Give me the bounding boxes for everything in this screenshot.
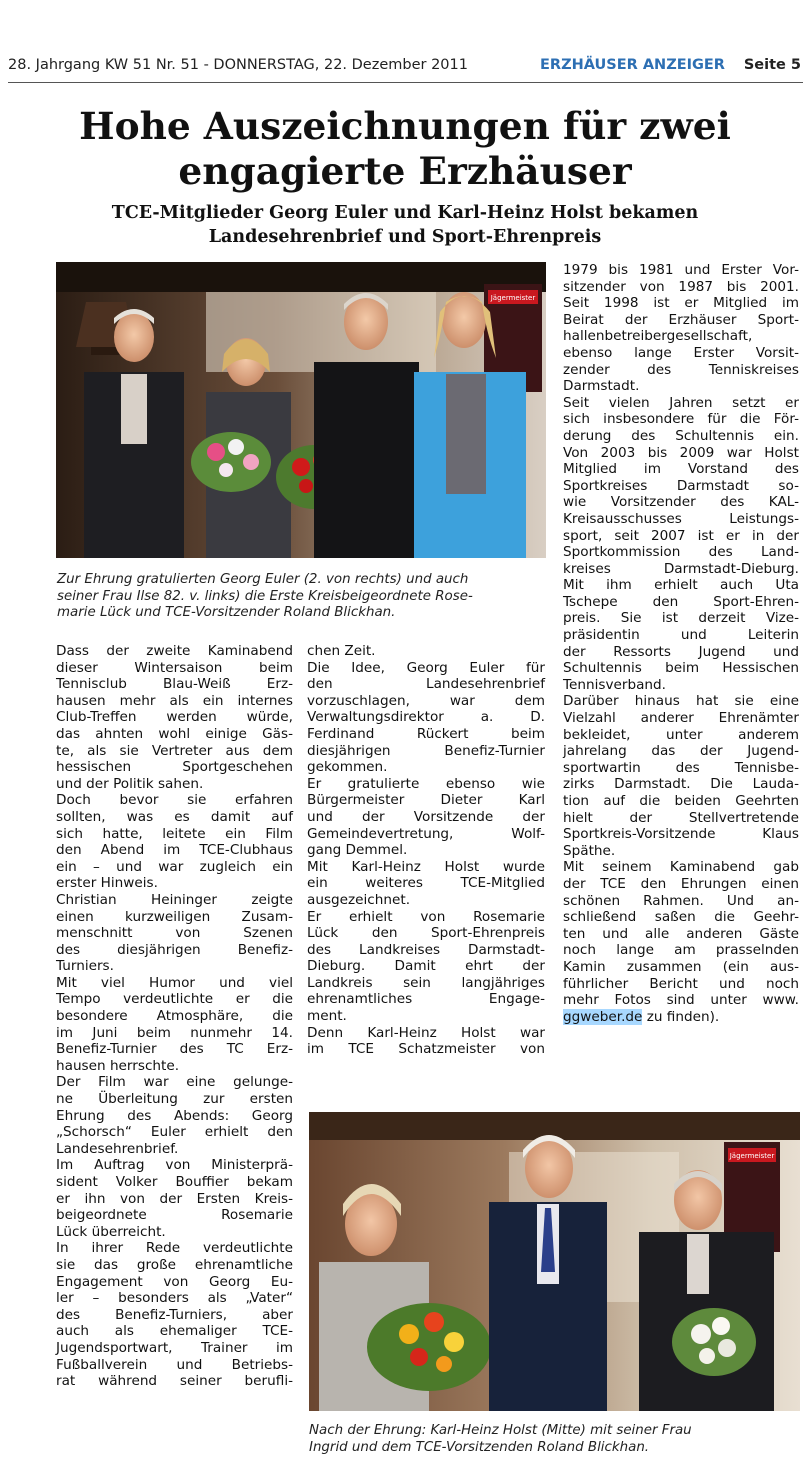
text-line: Beirat der Erzhäuser Sport- [563,311,799,328]
photo-holst-group-caption [309,1423,801,1456]
text-line: hessischen Sportgeschehen [56,759,293,776]
headline [40,104,770,194]
text-line: Turniers. [56,958,114,975]
text-line: Mit viel Humor und viel [56,974,293,991]
article-column-2 [307,643,545,1058]
text-line: sportwartin des Tennisbe- [563,759,799,776]
text-line: jahrelang das der Jugend- [563,743,799,760]
article-column-1 [56,643,293,1390]
text-line: Er gratulierte ebenso wie [307,775,545,792]
text-line: Dieburg. Damit ehrt der [307,958,545,975]
text-line: führlicher Bericht und noch [563,975,799,992]
text-line: er ihn von der Ersten Kreis- [56,1190,293,1207]
text-line: schönen Rahmen. Und an- [563,892,799,909]
caption-line: Zur Ehrung gratulierten Georg Euler (2. von rechts) und auch [57,572,469,587]
text-line: im Juni beim nunmehr 14. [56,1024,293,1041]
text-line: sollten, was es damit auf [56,808,293,825]
headline-line-1: Hohe Auszeichnungen für zwei [79,104,731,148]
photo-award-group-image [56,262,546,558]
text-line: Engagement von Georg Eu- [56,1273,293,1290]
text-line: Von 2003 bis 2009 war Holst [563,444,799,461]
text-line: auch als ehemaliger TCE- [56,1323,293,1340]
text-line: gang Demmel. [307,842,408,859]
text-line: Denn Karl-Heinz Holst war [307,1024,545,1041]
text-line: chen Zeit. [307,643,376,659]
caption-line: Ingrid und dem TCE-Vorsitzenden Roland Blickhan. [309,1439,650,1455]
caption-line: seiner Frau Ilse 82. v. links) die Erste Kreisbeigeordnete Rose- [57,588,473,604]
text-line: preis. Sie ist derzeit Vize- [563,610,799,627]
text-line: mehr Fotos sind unter www. [563,992,799,1009]
page-header [8,56,803,80]
text-line: Ferdinand Rückert beim [307,725,545,742]
text-line: den Abend im TCE-Clubhaus [56,842,293,859]
subhead-line-1: TCE-Mitglieder Georg Euler und Karl-Heinz Holst bekamen [111,203,699,223]
text-line: Tennisverband. [563,676,666,693]
text-line: bekleidet, unter anderem [563,726,799,743]
text-line: und der Politik sahen. [56,775,204,792]
text-line: Gemeindevertretung, Wolf- [307,825,545,842]
article-column-3 [563,262,799,1025]
text-line: den Landesehrenbrief [307,676,545,693]
text-line: Mit seinem Kaminabend gab [563,859,799,876]
text-line: zirks Darmstadt. Die Lauda- [563,776,799,793]
text-line: beigeordnete Rosemarie [56,1207,293,1224]
text-line: Doch bevor sie erfahren [56,792,293,809]
text-line: noch lange am prasselnden [563,942,799,959]
text-line: des Landkreises Darmstadt- [307,941,545,958]
issue-line: 28. Jahrgang KW 51 Nr. 51 - DONNERSTAG, 22. Dezember 2011 [8,57,468,73]
text-line: ein – und war zugleich ein [56,858,293,875]
text-line: menschnitt von Szenen [56,925,293,942]
text-line: ehrenamtliches Engage- [307,991,545,1008]
text-line: hausen herrschte. [56,1057,180,1074]
text-line: Mitglied im Vorstand des [563,461,799,478]
text-line: Die Idee, Georg Euler für [307,659,545,676]
text-line: Seit vielen Jahren setzt er [563,394,799,411]
text-line: wie Vorsitzender des KAL- [563,494,799,511]
text-line: Tschepe den Sport-Ehren- [563,593,799,610]
text-line: Späthe. [563,842,616,859]
text-line: Sportkommission des Land- [563,544,799,561]
text-line: Der Film war eine gelunge- [56,1074,293,1091]
text-line: das ahnten wohl einige Gäs- [56,725,293,742]
page-number: Seite 5 [743,57,801,73]
text-line: Mit ihm erhielt auch Uta [563,577,799,594]
text-line: Lück überreicht. [56,1223,166,1240]
text-line: ausgezeichnet. [307,891,411,908]
text-line: Dass der zweite Kaminabend [56,643,293,659]
photo-award-group-caption [57,572,545,622]
text-line: und der Vorsitzende der [307,808,545,825]
text-line: Kreisausschusses Leistungs- [563,510,799,527]
photo-holst-group [309,1112,800,1411]
text-line: Benefiz-Turnier des TC Erz- [56,1041,293,1058]
subhead-line-2: Landesehrenbrief und Sport-Ehrenpreis [208,227,602,247]
text-line: Landkreis sein langjähriges [307,974,545,991]
text-line-with-link [563,1009,799,1026]
text-line: schließend saßen die Geehr- [563,909,799,926]
headline-line-2: engagierte Erzhäuser [178,149,632,193]
text-line: derung des Schultennis ein. [563,427,799,444]
text-line: Fußballverein und Betriebs- [56,1356,293,1373]
text-line: Tennisclub Blau-Weiß Erz- [56,676,293,693]
text-line: des Benefiz-Turniers, aber [56,1306,293,1323]
text-line: vorzuschlagen, war dem [307,692,545,709]
text-line: des diesjährigen Benefiz- [56,941,293,958]
text-line: ein weiteres TCE-Mitglied [307,875,545,892]
text-line: gekommen. [307,759,388,776]
text-line: Verwaltungsdirektor a. D. [307,709,545,726]
caption-line: marie Lück und TCE-Vorsitzender Roland Blickhan. [57,605,396,621]
text-line: dieser Wintersaison beim [56,659,293,676]
text-line: Club-Treffen werden würde, [56,709,293,726]
text-line: Vielzahl anderer Ehrenämter [563,710,799,727]
text-line: Ehrung des Abends: Georg [56,1107,293,1124]
subheadline [40,201,770,249]
text-line: präsidentin und Leiterin [563,627,799,644]
text-line: Lück den Sport-Ehrenpreis [307,925,545,942]
text-line: erster Hinweis. [56,875,158,892]
text-line: In ihrer Rede verdeutlichte [56,1240,293,1257]
text-line: ne Überleitung zur ersten [56,1091,293,1108]
text-line: Darmstadt. [563,378,640,395]
text-line: der Ressorts Jugend und [563,643,799,660]
text-line: diesjährigen Benefiz-Turnier [307,742,545,759]
text-line: Seit 1998 ist er Mitglied im [563,295,799,312]
text-line: Landesehrenbrief. [56,1140,179,1157]
text-line: sich hatte, leitete ein Film [56,825,293,842]
text-line: Christian Heininger zeigte [56,891,293,908]
text-line: einen kurzweiligen Zusam- [56,908,293,925]
text-line: Im Auftrag von Ministerprä- [56,1157,293,1174]
text-line: Er erhielt von Rosemarie [307,908,545,925]
text-line: Mit Karl-Heinz Holst wurde [307,858,545,875]
text-line: zender des Tenniskreises [563,361,799,378]
text-line: Schultennis beim Hessischen [563,660,799,677]
text-line: ebenso lange Erster Vorsit- [563,344,799,361]
text-line: hausen mehr als ein internes [56,692,293,709]
caption-line: Nach der Ehrung: Karl-Heinz Holst (Mitte) mit seiner Frau [309,1423,692,1438]
text-line: 1979 bis 1981 und Erster Vor- [563,262,799,278]
text-line: hallenbetreibergesellschaft, [563,328,753,345]
sign-text: Jägermeister [490,294,536,302]
text-line: Sportkreises Darmstadt so- [563,477,799,494]
text-fragment: zu finden). [642,1008,720,1025]
photo-holst-group-image [309,1112,800,1411]
text-line: ten und alle anderen Gäste [563,925,799,942]
text-line: Kamin zusammen (ein aus- [563,958,799,975]
text-line: ment. [307,1008,347,1025]
website-link[interactable]: ggweber.de [563,1008,643,1025]
text-line: sport, seit 2007 ist er in der [563,527,799,544]
text-line: besondere Atmosphäre, die [56,1008,293,1025]
text-line: rat während seiner berufli- [56,1373,293,1390]
text-line: sich insbesondere für die För- [563,411,799,428]
text-line: sitzender von 1987 bis 2001. [563,278,799,295]
text-line: im TCE Schatzmeister von [307,1041,545,1058]
text-line: tion auf die beiden Geehrten [563,793,799,809]
photo-award-group [56,262,546,558]
text-line: te, als sie Vertreter aus dem [56,742,293,759]
text-line: Tempo verdeutlichte er die [56,991,293,1008]
newspaper-name: ERZHÄUSER ANZEIGER [540,57,725,73]
text-line: Bürgermeister Dieter Karl [307,792,545,809]
text-line: der TCE den Ehrungen einen [563,875,799,892]
text-line: „Schorsch“ Euler erhielt den [56,1124,293,1141]
sign-text: Jägermeister [729,1152,775,1160]
header-divider [8,82,803,83]
text-line: Darüber hinaus hat sie eine [563,693,799,710]
text-line: hielt der Stellvertretende [563,809,799,826]
text-line: sie das große ehrenamtliche [56,1256,293,1273]
text-line: Jugendsportwart, Trainer im [56,1339,293,1356]
text-line: ler – besonders als „Vater“ [56,1290,293,1307]
text-line: kreises Darmstadt-Dieburg. [563,560,799,577]
text-line: Sportkreis-Vorsitzende Klaus [563,826,799,843]
text-line: sident Volker Bouffier bekam [56,1174,293,1190]
